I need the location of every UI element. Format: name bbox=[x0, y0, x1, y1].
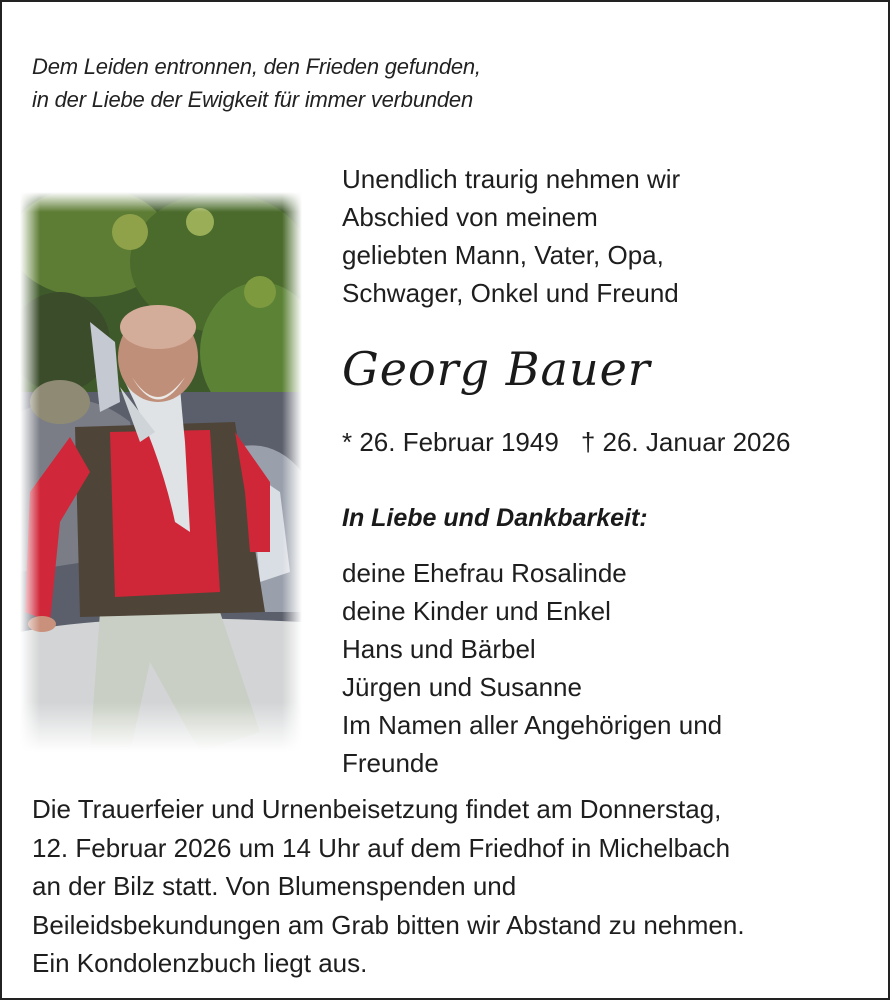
motto-line: Dem Leiden entronnen, den Frieden gefunden, bbox=[32, 54, 481, 79]
intro-line: Unendlich traurig nehmen wir bbox=[342, 164, 681, 194]
notice-line: Die Trauerfeier und Urnenbeisetzung findet am Donnerstag, bbox=[32, 794, 722, 824]
mourner-line: deine Kinder und Enkel bbox=[342, 596, 611, 626]
portrait-photo bbox=[20, 192, 302, 752]
intro-line: Schwager, Onkel und Freund bbox=[342, 278, 679, 308]
funeral-notice bbox=[32, 790, 745, 983]
motto-line: in der Liebe der Ewigkeit für immer verbunden bbox=[32, 87, 474, 112]
mourners-list bbox=[342, 554, 722, 782]
deceased-name: Georg Bauer bbox=[342, 342, 651, 396]
mourner-line: deine Ehefrau Rosalinde bbox=[342, 558, 627, 588]
notice-line: an der Bilz statt. Von Blumenspenden und bbox=[32, 871, 517, 901]
birth-date: * 26. Februar 1949 bbox=[342, 427, 559, 457]
life-dates bbox=[342, 427, 812, 458]
mourner-line: Im Namen aller Angehörigen und bbox=[342, 710, 723, 740]
mourner-line: Freunde bbox=[342, 748, 439, 778]
intro-text bbox=[342, 160, 680, 312]
notice-line: 12. Februar 2026 um 14 Uhr auf dem Friedhof in Michelbach bbox=[32, 832, 731, 863]
intro-line: geliebten Mann, Vater, Opa, bbox=[342, 240, 664, 270]
motto-verse bbox=[32, 50, 481, 116]
death-date: † 26. Januar 2026 bbox=[580, 427, 791, 457]
notice-line: Ein Kondolenzbuch liegt aus. bbox=[32, 948, 368, 978]
mourner-line: Jürgen und Susanne bbox=[342, 672, 582, 702]
intro-line: Abschied von meinem bbox=[342, 202, 598, 232]
notice-line: Beileidsbekundungen am Grab bitten wir Abstand zu nehmen. bbox=[32, 909, 745, 940]
mourner-line: Hans und Bärbel bbox=[342, 634, 536, 664]
mourners-heading: In Liebe und Dankbarkeit: bbox=[342, 504, 648, 532]
